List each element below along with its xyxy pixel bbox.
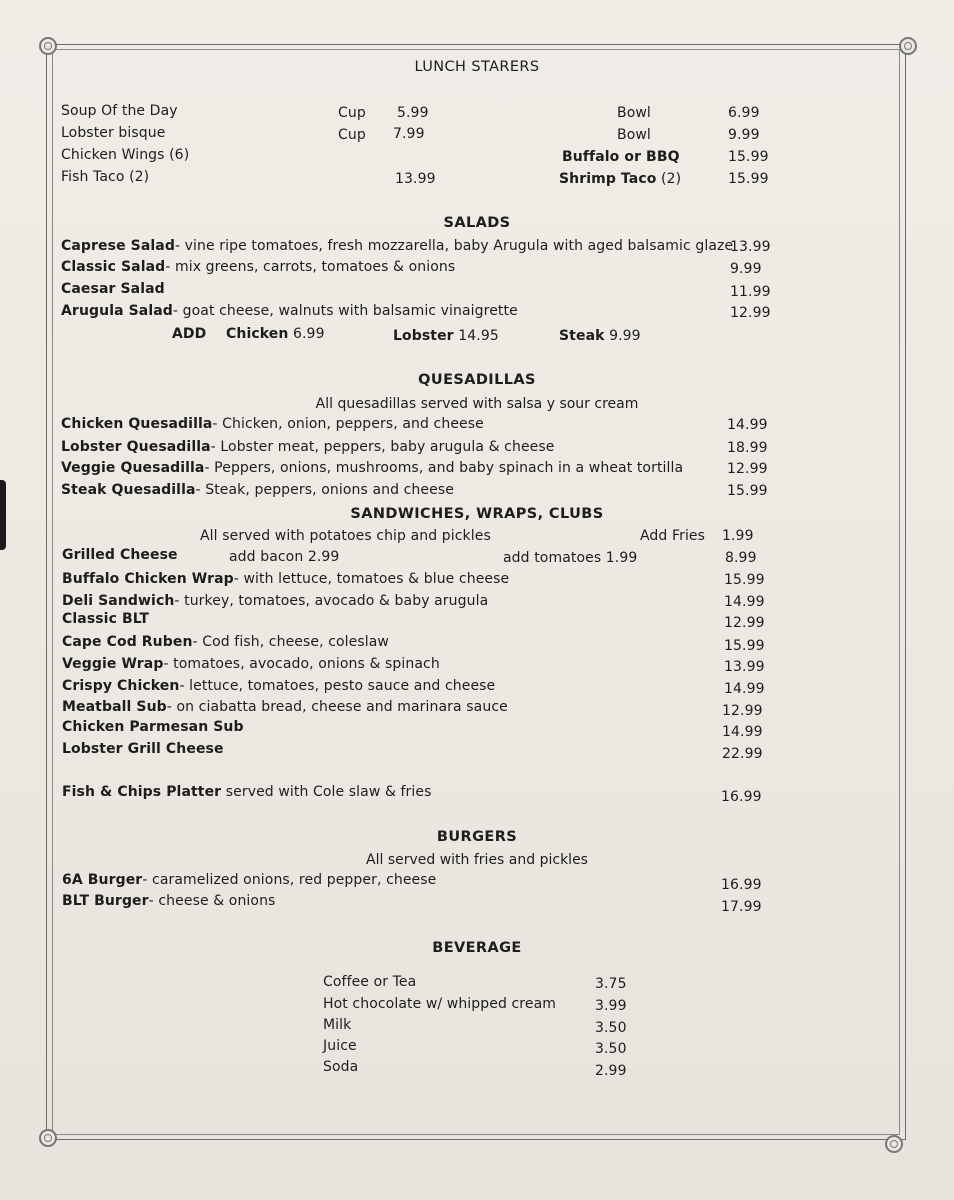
menu-item (61, 438, 554, 456)
section-title-sandwiches: SANDWICHES, WRAPS, CLUBS (350, 506, 604, 522)
item-desc: - Chicken, onion, peppers, and cheese (212, 416, 484, 432)
item-desc: - Cod fish, cheese, coleslaw (192, 634, 389, 650)
menu-item (61, 237, 733, 255)
addon-item (226, 325, 325, 343)
item-price: 3.99 (595, 998, 627, 1014)
menu-item (62, 892, 275, 910)
item-name: Milk (323, 1017, 352, 1033)
item-name: Shrimp Taco (559, 171, 657, 187)
size-label: Bowl (617, 127, 651, 143)
menu-item (61, 302, 518, 320)
addon-price: 6.99 (293, 326, 325, 342)
section-title-beverage: BEVERAGE (432, 940, 522, 956)
item-name: Meatball Sub (62, 699, 167, 715)
menu-item (61, 415, 484, 433)
item-price: 14.99 (722, 724, 763, 740)
item-price: 18.99 (727, 440, 768, 456)
item-price: 17.99 (721, 899, 762, 915)
addon-option: add bacon 2.99 (229, 549, 340, 565)
item-desc: - vine ripe tomatoes, fresh mozzarella, baby Arugula with aged balsamic glaze (174, 238, 734, 254)
item-price: 13.99 (395, 171, 436, 187)
add-label: ADD (172, 326, 207, 342)
item-price: 2.99 (595, 1063, 627, 1079)
item-price: 7.99 (393, 126, 425, 142)
item-name: Fish Taco (61, 169, 125, 185)
item-name: Arugula Salad (61, 303, 173, 319)
item-price: 14.99 (724, 594, 765, 610)
addon-item (393, 327, 499, 345)
menu-item (62, 570, 509, 588)
menu-item (61, 459, 683, 477)
menu-item (62, 655, 440, 673)
item-name: Hot chocolate w/ whipped cream (323, 996, 556, 1012)
item-name: Veggie Quesadilla (61, 460, 205, 476)
menu-item (62, 633, 389, 651)
item-price: 16.99 (721, 789, 762, 805)
menu-item (61, 258, 455, 276)
item-name: Crispy Chicken (62, 678, 180, 694)
item-price: 13.99 (730, 239, 771, 255)
item-desc: - turkey, tomatoes, avocado & baby arugula (174, 593, 489, 609)
item-desc: - Lobster meat, peppers, baby arugula & cheese (210, 439, 555, 455)
menu-item (62, 592, 488, 610)
menu-item (62, 871, 436, 889)
item-price: 3.50 (595, 1041, 627, 1057)
addon-name: Chicken (226, 326, 289, 342)
item-price: 14.99 (724, 681, 765, 697)
item-name: Steak Quesadilla (61, 482, 196, 498)
size-label: Bowl (617, 105, 651, 121)
menu-item (62, 610, 149, 628)
section-note: All quesadillas served with salsa y sour cream (315, 396, 639, 412)
item-name: Juice (323, 1038, 357, 1054)
item-desc: - caramelized onions, red pepper, cheese (142, 872, 437, 888)
section-note: All served with fries and pickles (366, 852, 588, 868)
item-option: Buffalo or BBQ (562, 149, 680, 165)
item-name: Fish & Chips Platter (62, 784, 222, 800)
item-price: 15.99 (724, 572, 765, 588)
menu-item (559, 170, 681, 188)
addon-price: 9.99 (609, 328, 641, 344)
addon-name: Lobster (393, 328, 454, 344)
menu-item (62, 718, 244, 736)
size-label: Cup (338, 127, 366, 143)
corner-ornament (885, 1135, 903, 1153)
item-price: 15.99 (728, 149, 769, 165)
section-title-quesadillas: QUESADILLAS (418, 372, 536, 388)
item-price: 9.99 (730, 261, 762, 277)
item-name: Classic BLT (62, 611, 150, 627)
item-name: Lobster Quesadilla (61, 439, 211, 455)
item-desc: served with Cole slaw & fries (221, 784, 432, 800)
corner-ornament (39, 37, 57, 55)
item-price: 12.99 (724, 615, 765, 631)
item-name: Chicken Quesadilla (61, 416, 213, 432)
corner-ornament (39, 1129, 57, 1147)
item-price: 6.99 (728, 105, 760, 121)
item-desc: - goat cheese, walnuts with balsamic vinaigrette (172, 303, 518, 319)
item-price: 15.99 (724, 638, 765, 654)
item-name: 6A Burger (62, 872, 143, 888)
size-label: Cup (338, 105, 366, 121)
addon-price: 1.99 (722, 528, 754, 544)
item-name: Caprese Salad (61, 238, 175, 254)
item-name: Lobster bisque (61, 125, 166, 141)
addon-price: 14.95 (458, 328, 499, 344)
corner-ornament (899, 37, 917, 55)
item-price: 11.99 (730, 284, 771, 300)
item-name: Veggie Wrap (62, 656, 164, 672)
item-name: Caesar Salad (61, 281, 165, 297)
item-name: BLT Burger (62, 893, 149, 909)
item-price: 16.99 (721, 877, 762, 893)
section-note: All served with potatoes chip and pickles (200, 528, 491, 544)
item-name: Chicken Wings (61, 147, 165, 163)
item-price: 3.50 (595, 1020, 627, 1036)
item-price: 3.75 (595, 976, 627, 992)
item-desc: - with lettuce, tomatoes & blue cheese (233, 571, 510, 587)
item-desc: - on ciabatta bread, cheese and marinara sauce (166, 699, 508, 715)
item-name: Cape Cod Ruben (62, 634, 193, 650)
item-name: Soup Of the Day (61, 103, 178, 119)
item-desc: - Steak, peppers, onions and cheese (195, 482, 454, 498)
item-desc: - lettuce, tomatoes, pesto sauce and cheese (179, 678, 496, 694)
addon-name: Add Fries (640, 528, 706, 544)
item-qty: (6) (169, 147, 190, 163)
section-title-starters: LUNCH STARERS (414, 59, 540, 75)
section-title-salads: SALADS (443, 215, 511, 231)
menu-item (61, 168, 149, 186)
menu-item (61, 280, 165, 298)
item-name: Deli Sandwich (62, 593, 175, 609)
item-name: Soda (323, 1059, 359, 1075)
item-price: 8.99 (725, 550, 757, 566)
addon-name: Steak (559, 328, 605, 344)
addon-item (559, 327, 641, 345)
item-name: Chicken Parmesan Sub (62, 719, 244, 735)
item-name: Grilled Cheese (62, 547, 178, 563)
item-desc: - cheese & onions (148, 893, 276, 909)
menu-item (62, 677, 495, 695)
item-name: Coffee or Tea (323, 974, 417, 990)
menu-item (62, 783, 432, 801)
item-name: Buffalo Chicken Wrap (62, 571, 234, 587)
item-price: 5.99 (397, 105, 429, 121)
section-title-burgers: BURGERS (436, 829, 518, 845)
item-price: 12.99 (727, 461, 768, 477)
menu-item (61, 481, 454, 499)
item-price: 13.99 (724, 659, 765, 675)
item-price: 15.99 (727, 483, 768, 499)
item-price: 12.99 (730, 305, 771, 321)
menu-item (62, 740, 224, 758)
menu-item (62, 698, 508, 716)
item-desc: - Peppers, onions, mushrooms, and baby spinach in a wheat tortilla (204, 460, 684, 476)
item-qty: (2) (661, 171, 682, 187)
item-price: 15.99 (728, 171, 769, 187)
item-price: 14.99 (727, 417, 768, 433)
item-qty: (2) (129, 169, 150, 185)
item-price: 12.99 (722, 703, 763, 719)
item-name: Classic Salad (61, 259, 166, 275)
item-desc: - mix greens, carrots, tomatoes & onions (165, 259, 456, 275)
item-price: 9.99 (728, 127, 760, 143)
menu-item (61, 146, 189, 164)
addon-option: add tomatoes 1.99 (503, 550, 638, 566)
item-price: 22.99 (722, 746, 763, 762)
item-desc: - tomatoes, avocado, onions & spinach (163, 656, 440, 672)
item-name: Lobster Grill Cheese (62, 741, 224, 757)
